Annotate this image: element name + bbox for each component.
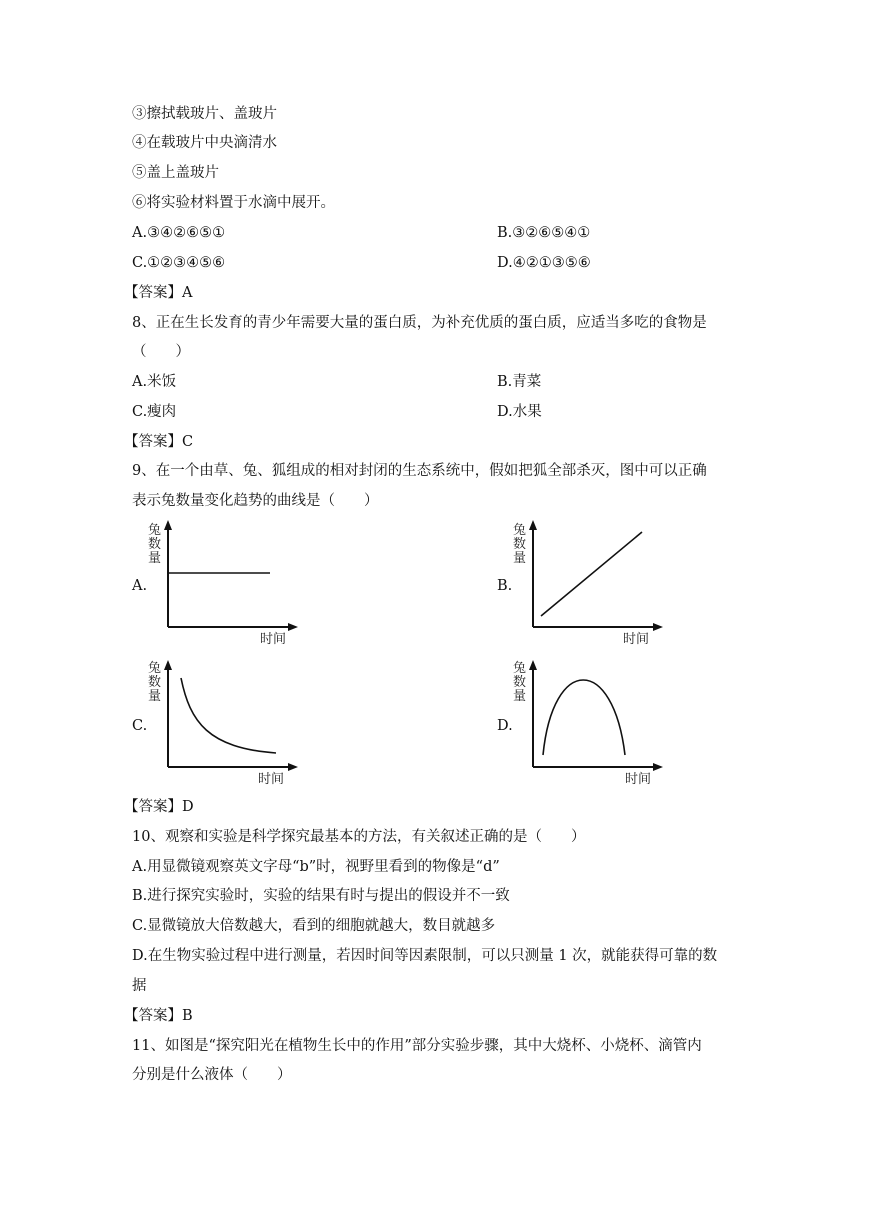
graph-b-label: B.	[497, 578, 513, 594]
graph-d-y-arrow	[529, 660, 537, 670]
q8-option-b: B.青菜	[497, 374, 542, 390]
q10-stem: 10、观察和实验是科学探究最基本的方法，有关叙述正确的是（ ）	[132, 829, 586, 845]
step-4: ④在载玻片中央滴清水	[132, 135, 277, 151]
q11-stem-line2: 分别是什么液体（ ）	[132, 1067, 292, 1083]
graph-d-ylabel-1: 兔	[513, 661, 527, 676]
q7-option-c: C.①②③④⑤⑥	[132, 255, 226, 271]
q8-option-d: D.水果	[497, 404, 542, 420]
q9-answer: 【答案】D	[124, 799, 194, 815]
graph-d-ylabel-2: 数	[513, 675, 527, 690]
graph-b-y-arrow	[529, 520, 537, 530]
q9-stem-line2: 表示兔数量变化趋势的曲线是（ ）	[132, 493, 379, 509]
q8-answer: 【答案】C	[124, 434, 194, 450]
graph-c	[148, 660, 298, 790]
graph-b-ylabel-1: 兔	[513, 523, 527, 538]
graph-b-curve	[541, 532, 642, 616]
graph-b-plot	[513, 520, 663, 650]
graph-b-ylabel-2: 数	[513, 537, 527, 552]
q7-answer: 【答案】A	[124, 285, 193, 301]
graph-d	[513, 660, 663, 790]
graph-d-xlabel: 时间	[625, 772, 652, 787]
q10-option-a: A.用显微镜观察英文字母“b”时，视野里看到的物像是“d”	[132, 859, 500, 875]
graph-c-ylabel-1: 兔	[148, 661, 162, 676]
graph-a-ylabel-1: 兔	[148, 523, 162, 538]
q7-option-d: D.④②①③⑤⑥	[497, 255, 591, 271]
graph-a-x-arrow	[288, 623, 298, 631]
graph-c-ylabel-2: 数	[148, 675, 162, 690]
step-3: ③擦拭载玻片、盖玻片	[132, 106, 277, 122]
graph-d-ylabel-3: 量	[513, 689, 527, 704]
q9-stem-line1: 9、在一个由草、兔、狐组成的相对封闭的生态系统中，假如把狐全部杀灭，图中可以正确	[132, 463, 707, 479]
graph-a-y-arrow	[164, 520, 172, 530]
graph-c-ylabel-3: 量	[148, 689, 162, 704]
q10-option-b: B.进行探究实验时，实验的结果有时与提出的假设并不一致	[132, 888, 510, 904]
graph-c-curve	[181, 678, 276, 753]
graph-d-plot	[513, 660, 663, 790]
graph-c-y-arrow	[164, 660, 172, 670]
graph-c-plot	[148, 660, 298, 790]
graph-a-ylabel-3: 量	[148, 551, 162, 566]
q11-stem-line1: 11、如图是“探究阳光在植物生长中的作用”部分实验步骤，其中大烧杯、小烧杯、滴管内	[132, 1038, 702, 1054]
graph-d-curve	[543, 680, 625, 755]
q8-stem-line2: （ ）	[132, 344, 190, 360]
q7-option-a: A.③④②⑥⑤①	[132, 225, 226, 241]
graph-d-x-arrow	[653, 763, 663, 771]
step-6: ⑥将实验材料置于水滴中展开。	[132, 195, 335, 211]
graph-a-label: A.	[132, 578, 148, 594]
q10-option-d-line1: D.在生物实验过程中进行测量，若因时间等因素限制，可以只测量 1 次，就能获得可靠的数	[132, 948, 718, 964]
graph-b-ylabel-3: 量	[513, 551, 527, 566]
graph-c-label: C.	[132, 718, 148, 734]
graph-a-plot	[148, 520, 298, 650]
graph-b-x-arrow	[653, 623, 663, 631]
q7-option-b: B.③②⑥⑤④①	[497, 225, 591, 241]
step-5: ⑤盖上盖玻片	[132, 165, 219, 181]
graph-b-xlabel: 时间	[623, 632, 650, 647]
q10-option-d-line2: 据	[132, 978, 147, 994]
q8-stem-line1: 8、正在生长发育的青少年需要大量的蛋白质，为补充优质的蛋白质，应适当多吃的食物是	[132, 315, 707, 331]
graph-b	[513, 520, 663, 650]
graph-a-ylabel-2: 数	[148, 537, 162, 552]
graph-c-x-arrow	[288, 763, 298, 771]
q8-option-a: A.米饭	[132, 374, 177, 390]
q10-answer: 【答案】B	[124, 1008, 193, 1024]
graph-a-xlabel: 时间	[260, 632, 287, 647]
graph-a	[148, 520, 298, 650]
q10-option-c: C.显微镜放大倍数越大，看到的细胞就越大，数目就越多	[132, 918, 496, 934]
graph-d-label: D.	[497, 718, 513, 734]
graph-c-xlabel: 时间	[258, 772, 285, 787]
q8-option-c: C.瘦肉	[132, 404, 177, 420]
